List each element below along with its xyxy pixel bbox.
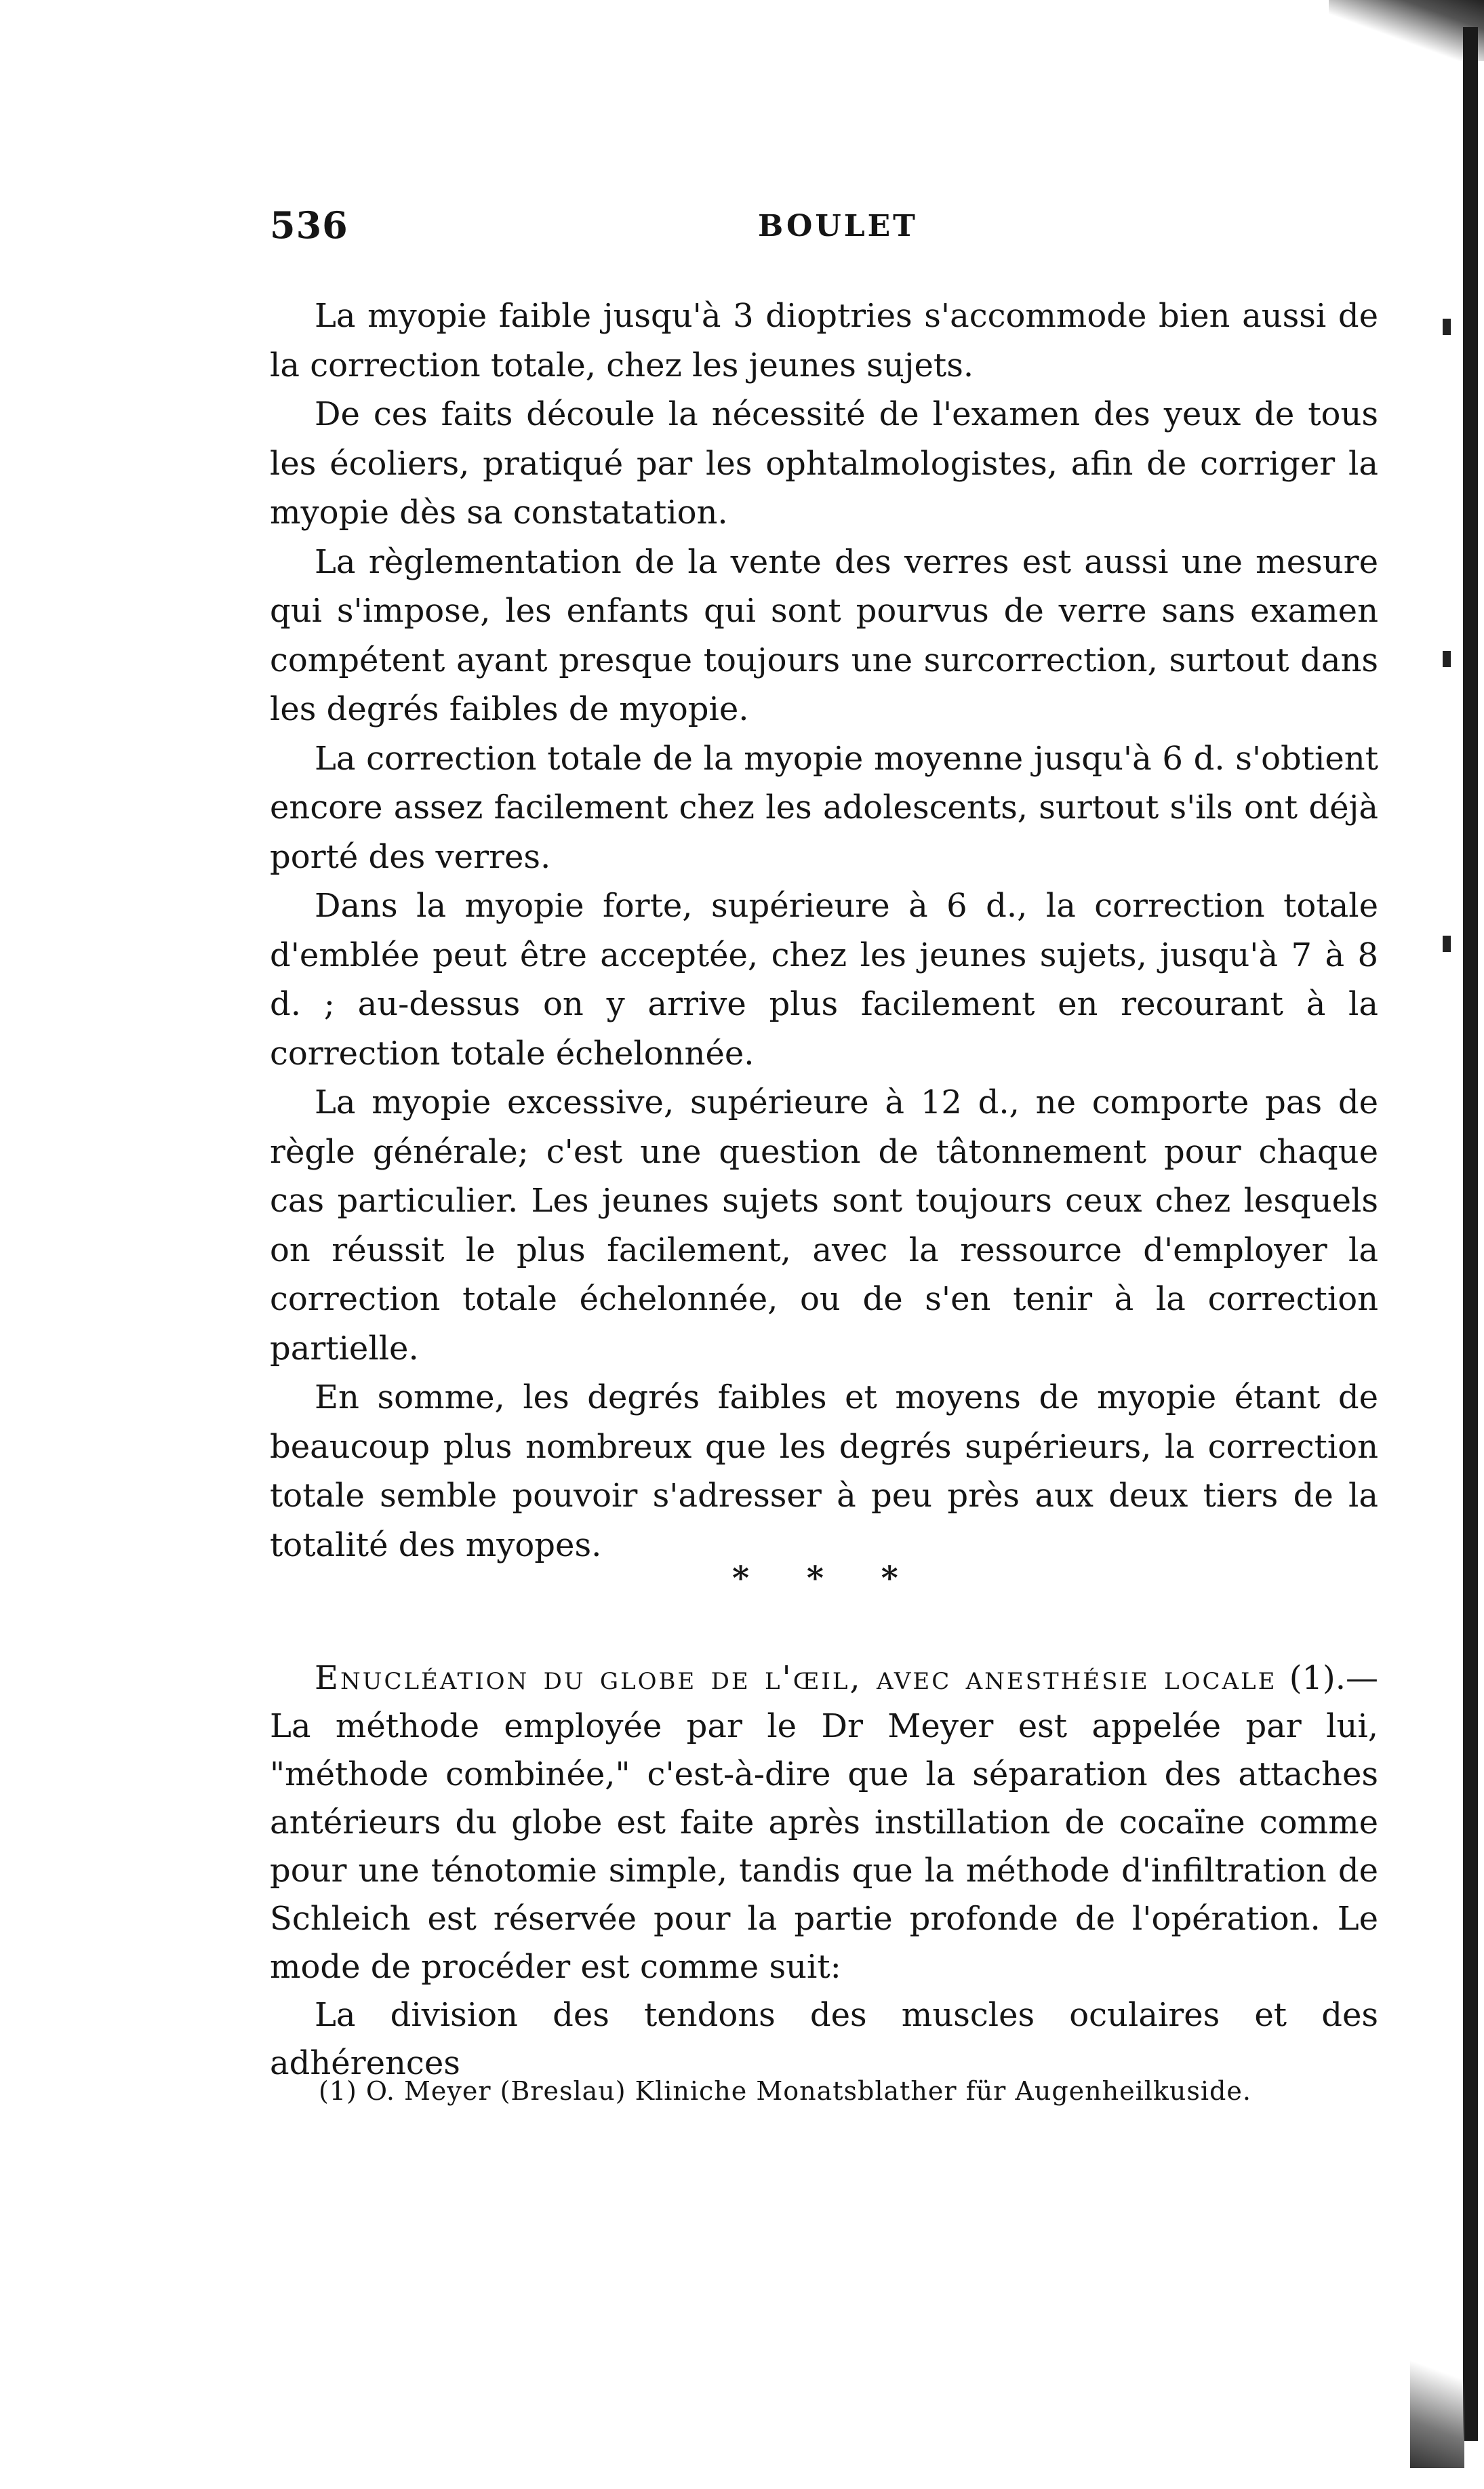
page-header bbox=[270, 203, 1378, 258]
main-text bbox=[270, 292, 1378, 1570]
section-title: Enucléation du globe de l'œil, avec anesthésie locale bbox=[315, 1659, 1277, 1697]
scan-edge-shadow-bottom bbox=[1410, 2353, 1464, 2468]
scan-edge-bar bbox=[1463, 27, 1478, 2441]
paragraph: La division des tendons des muscles oculaires et des adhérences bbox=[270, 1996, 1378, 2082]
paragraph: Dans la myopie forte, supérieure à 6 d., la correction totale d'emblée peut être acceptée, chez les jeunes sujets, jusqu'à 7 à 8 d. ; au-dessus on y arrive plus facilement en recourant à la correction totale échelonnée. bbox=[270, 887, 1378, 1073]
paragraph: La myopie excessive, supérieure à 12 d., ne comporte pas de règle générale; c'est une question de tâtonnement pour chaque cas particulier. Les jeunes sujets sont toujours ceux chez lesquels on réussit le plus facilement, avec la ressource d'employer la correction totale échelonnée, ou de s'en tenir à la correction partielle. bbox=[270, 1083, 1378, 1368]
footnote: (1) O. Meyer (Breslau) Kliniche Monatsblather für Augenheilkuside. bbox=[319, 2076, 1251, 2106]
paragraph: De ces faits découle la nécessité de l'examen des yeux de tous les écoliers, pratiqué par les ophtalmologistes, afin de corriger la myopie dès sa constatation. bbox=[270, 395, 1378, 532]
page-number: 536 bbox=[270, 203, 348, 247]
section-intro-text: —La méthode employée par le Dr Meyer est appelée par lui, "méthode combinée," c'est-à-dire que la séparation des attaches antérieurs du globe est faite après instillation de cocaïne comme pour une ténotomie simple, tandis que la méthode d'infiltration de Schleich est réservée pour la partie profonde de l'opération. Le mode de procéder est comme suit: bbox=[270, 1659, 1378, 1986]
section-separator: * * * bbox=[732, 1559, 921, 1597]
section-paragraph bbox=[270, 1654, 1378, 1991]
running-head: BOULET bbox=[758, 209, 918, 243]
footnote-reference: (1). bbox=[1289, 1659, 1346, 1697]
section-enucleation bbox=[270, 1654, 1378, 2088]
scan-edge-mark bbox=[1443, 319, 1451, 335]
scan-edge-mark bbox=[1443, 936, 1451, 952]
paragraph: En somme, les degrés faibles et moyens de myopie étant de beaucoup plus nombreux que les degrés supérieurs, la correction totale semble pouvoir s'adresser à peu près aux deux tiers de la totalité des myopes. bbox=[270, 1378, 1378, 1564]
paragraph: La correction totale de la myopie moyenne jusqu'à 6 d. s'obtient encore assez facilement chez les adolescents, surtout s'ils ont déjà porté des verres. bbox=[270, 739, 1378, 876]
scan-edge-shadow-top bbox=[1329, 0, 1484, 61]
scan-edge-mark bbox=[1443, 651, 1451, 667]
paragraph: La myopie faible jusqu'à 3 dioptries s'accommode bien aussi de la correction totale, chez les jeunes sujets. bbox=[270, 297, 1378, 384]
paragraph: La règlementation de la vente des verres est aussi une mesure qui s'impose, les enfants qui sont pourvus de verre sans examen compétent ayant presque toujours une surcorrection, surtout dans les degrés faibles de myopie. bbox=[270, 542, 1378, 728]
